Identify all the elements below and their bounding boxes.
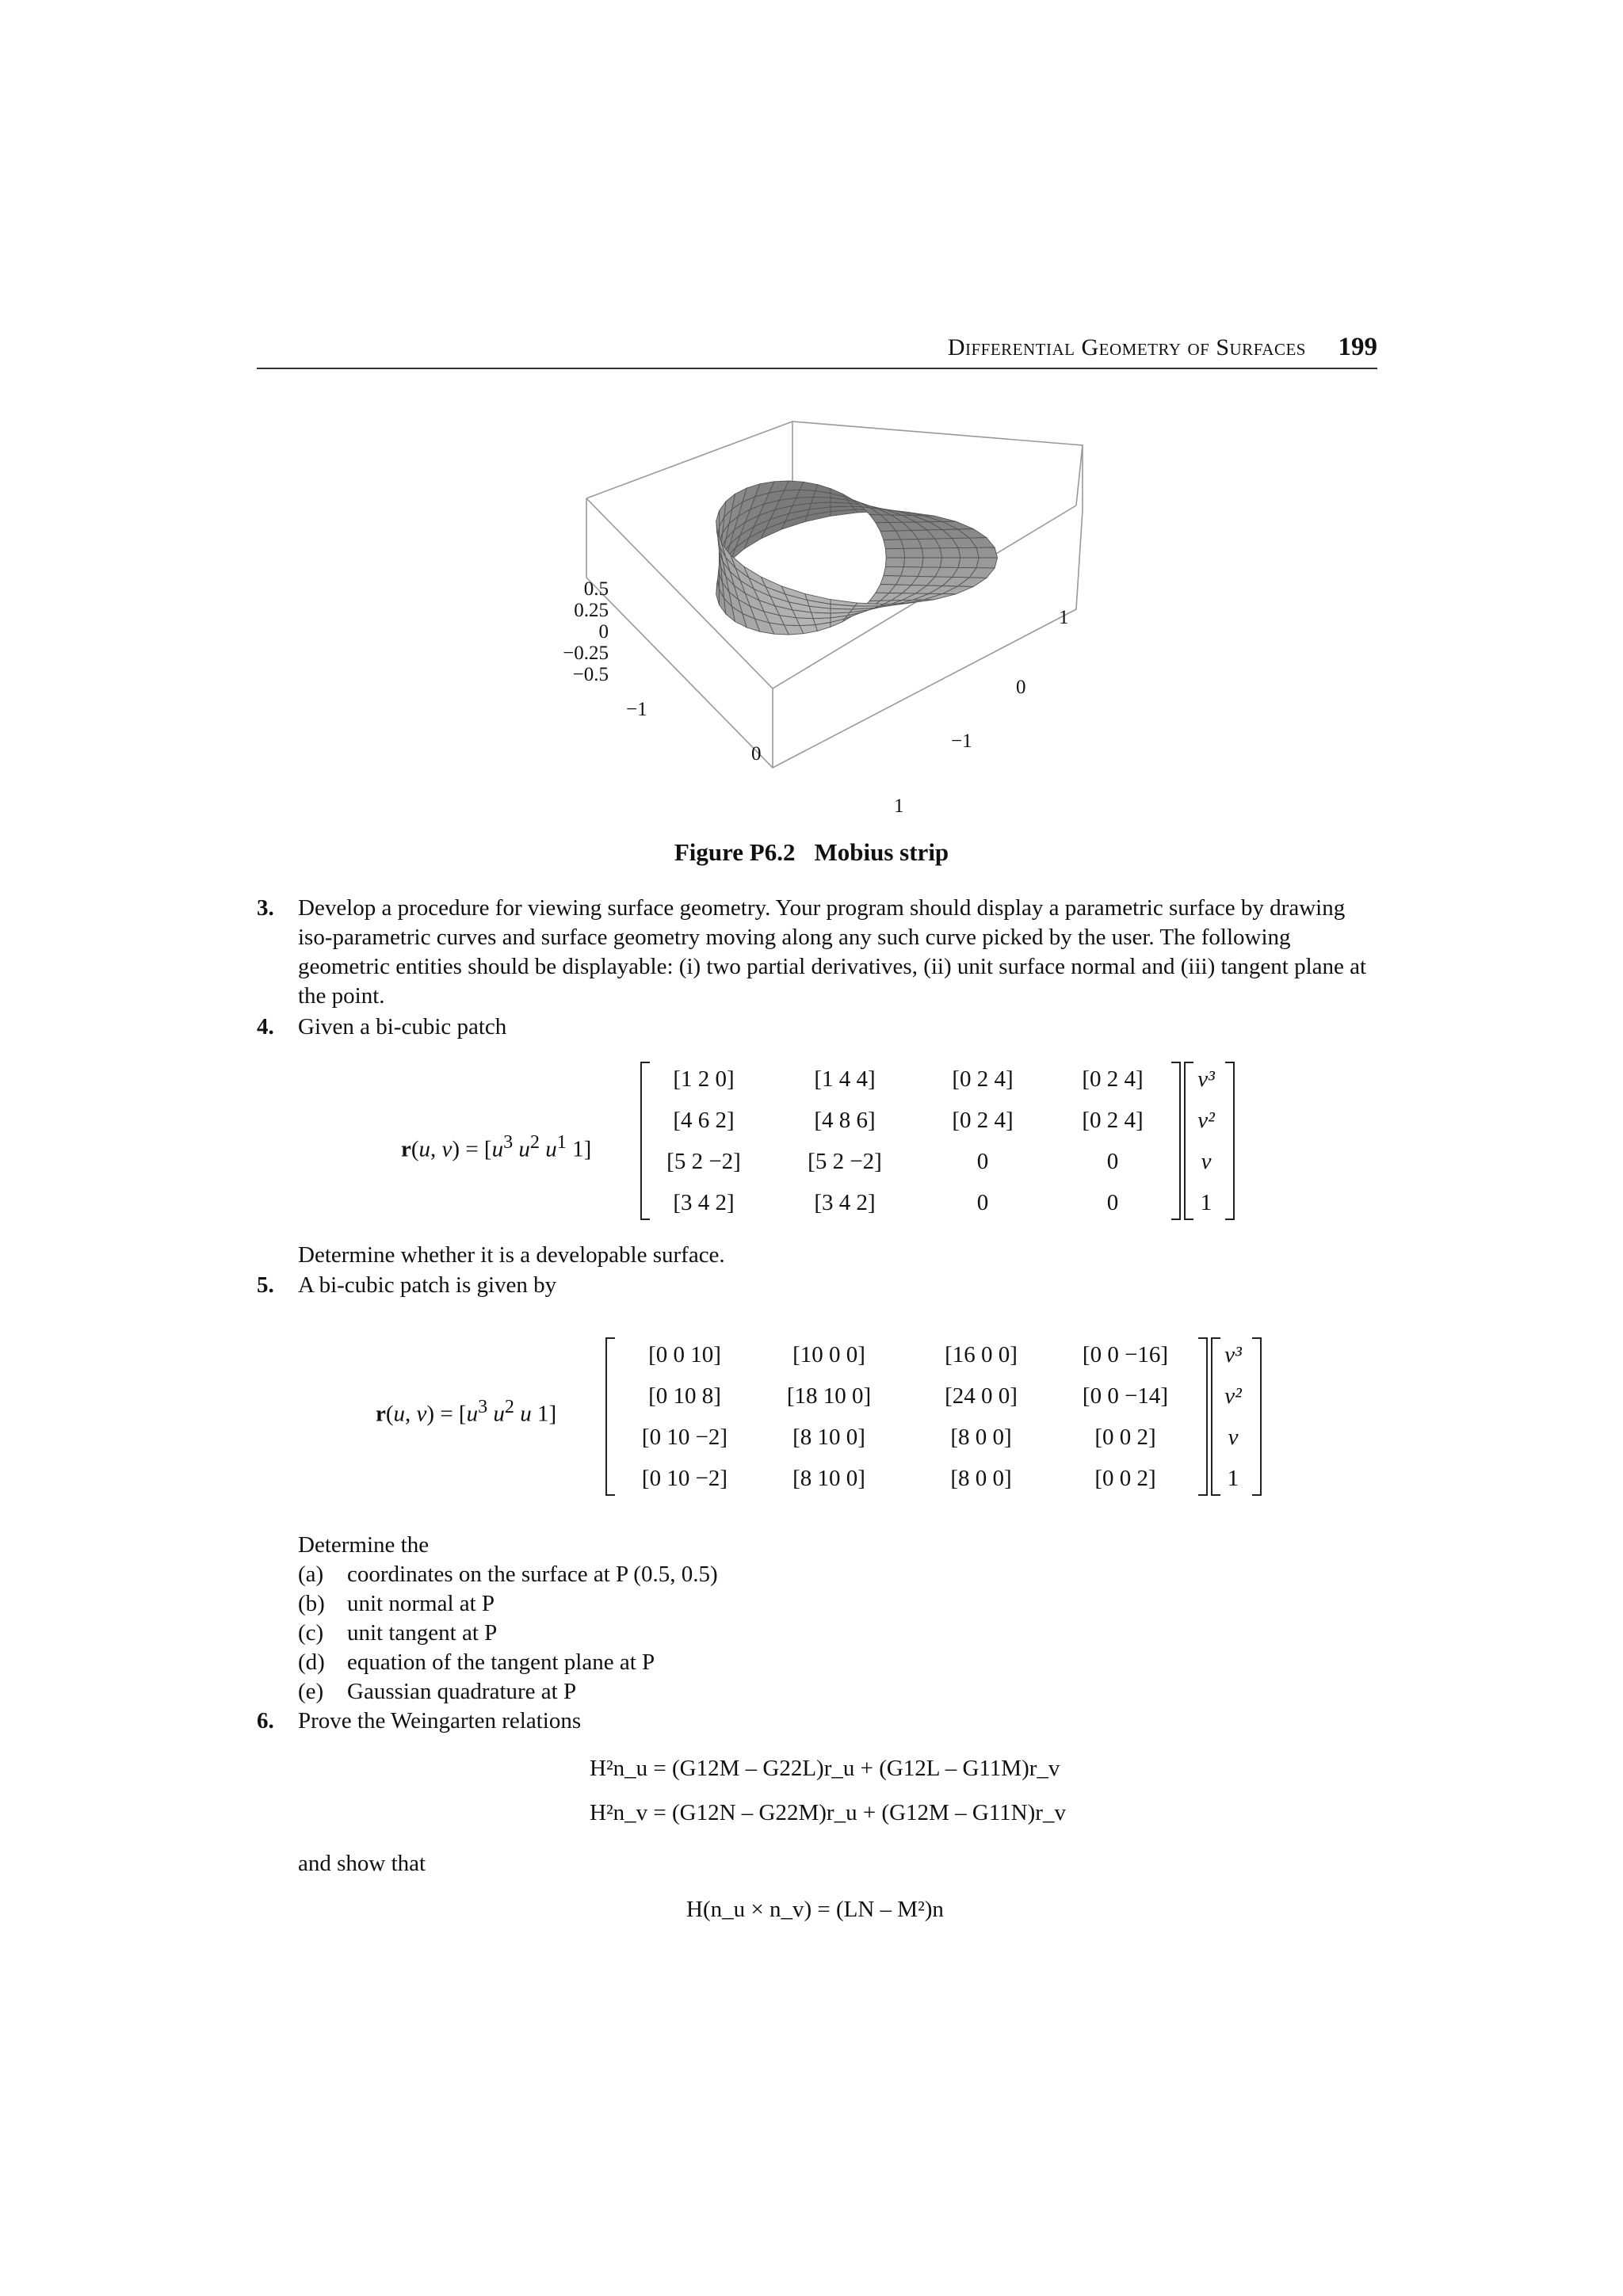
mobius-facet bbox=[796, 618, 815, 626]
matrix-cell: [8 0 0] bbox=[950, 1425, 1012, 1450]
mobius-facet bbox=[958, 558, 979, 568]
vector-entry: 1 bbox=[1200, 1190, 1212, 1215]
matrix-cell: [0 2 4] bbox=[952, 1108, 1014, 1133]
figure-caption bbox=[0, 838, 1623, 867]
mobius-strip-figure bbox=[563, 399, 1086, 827]
problem-intro: Prove the Weingarten relations bbox=[298, 1708, 582, 1733]
figure-caption-text: Mobius strip bbox=[814, 838, 949, 866]
matrix-cell: [0 10 −2] bbox=[641, 1425, 728, 1450]
plot-box bbox=[586, 421, 1083, 768]
part-d bbox=[298, 1648, 655, 1677]
x-tick: 0 bbox=[751, 743, 762, 765]
vector-entry: v bbox=[1201, 1149, 1212, 1174]
part-text: Gaussian quadrature at P bbox=[347, 1679, 577, 1704]
x-tick: −1 bbox=[626, 699, 647, 720]
vector-entry: v² bbox=[1197, 1108, 1215, 1133]
matrix-cell: [0 10 −2] bbox=[641, 1466, 728, 1491]
matrix-cell: [5 2 −2] bbox=[666, 1149, 741, 1174]
vector-right-bracket bbox=[1225, 1062, 1235, 1220]
part-label: (c) bbox=[298, 1620, 324, 1646]
matrix-cell: 0 bbox=[976, 1190, 989, 1215]
z-axis-ticks bbox=[553, 578, 609, 685]
matrix-cell: [3 4 2] bbox=[673, 1190, 735, 1215]
part-c bbox=[298, 1619, 497, 1648]
matrix-cell: 0 bbox=[1106, 1190, 1119, 1215]
problem-number: 3. bbox=[257, 895, 274, 921]
matrix-right-bracket bbox=[1198, 1337, 1208, 1496]
mobius-facet bbox=[885, 558, 904, 567]
mobius-facet bbox=[976, 558, 997, 568]
mobius-facet bbox=[853, 606, 880, 609]
matrix-left-bracket bbox=[640, 1062, 650, 1220]
matrix-cell: [0 0 10] bbox=[648, 1342, 721, 1367]
y-tick: 1 bbox=[1059, 607, 1069, 628]
vector-left-bracket bbox=[1184, 1062, 1193, 1220]
matrix-cell: [18 10 0] bbox=[786, 1383, 872, 1409]
mobius-surface bbox=[716, 481, 998, 635]
problem-6 bbox=[257, 1707, 1382, 1736]
running-header bbox=[257, 331, 1377, 369]
mobius-facet bbox=[922, 548, 941, 558]
matrix-cell: [1 2 0] bbox=[673, 1066, 735, 1092]
weingarten-equation-2: H²n_v = (G12N – G22M)r_u + (G12M – G11N)r_v bbox=[590, 1800, 1066, 1825]
problem-intro: Given a bi-cubic patch bbox=[298, 1014, 507, 1039]
matrix-cell: [0 0 −16] bbox=[1082, 1342, 1169, 1367]
part-label: (d) bbox=[298, 1650, 325, 1675]
matrix-cell: [8 10 0] bbox=[792, 1425, 865, 1450]
matrix-left-bracket bbox=[605, 1337, 615, 1496]
vector-entry: v³ bbox=[1224, 1342, 1242, 1367]
y-tick: 0 bbox=[1016, 677, 1026, 698]
matrix-cell: [0 0 2] bbox=[1094, 1425, 1156, 1450]
matrix-cell: [24 0 0] bbox=[945, 1383, 1018, 1409]
matrix-cell: [4 6 2] bbox=[673, 1108, 735, 1133]
vector-entry: v bbox=[1228, 1425, 1239, 1450]
matrix-cell: [0 0 −14] bbox=[1082, 1383, 1169, 1409]
equation-lhs: r(u, $v) = [u^3$ $u^2$ $u^1$ 1] bbox=[401, 1131, 592, 1162]
mobius-facet bbox=[940, 558, 960, 567]
matrix-cell: [1 4 4] bbox=[814, 1066, 876, 1092]
mobius-strip-plot bbox=[579, 399, 1086, 827]
problem-number: 4. bbox=[257, 1014, 274, 1039]
mobius-facet bbox=[903, 548, 923, 558]
matrix-cell: [0 10 8] bbox=[648, 1383, 721, 1409]
z-tick: 0 bbox=[598, 621, 609, 643]
header-title: Differential Geometry of Surfaces bbox=[947, 334, 1306, 360]
problem-intro: A bi-cubic patch is given by bbox=[298, 1272, 557, 1298]
problem-4 bbox=[257, 1013, 1382, 1042]
matrix-cell: [0 2 4] bbox=[1082, 1066, 1144, 1092]
z-tick: −0.5 bbox=[572, 664, 609, 685]
weingarten-equation-1: H²n_u = (G12M – G22L)r_u + (G12L – G11M)r_v bbox=[590, 1756, 1060, 1781]
vector-entry: v² bbox=[1224, 1383, 1242, 1409]
part-label: (b) bbox=[298, 1591, 325, 1616]
matrix-cell: [8 10 0] bbox=[792, 1466, 865, 1491]
figure-number: Figure P6.2 bbox=[674, 838, 796, 866]
mobius-facet bbox=[958, 547, 979, 558]
matrix-cell: [8 0 0] bbox=[950, 1466, 1012, 1491]
vector-entry: v³ bbox=[1197, 1066, 1215, 1092]
mobius-facet bbox=[976, 547, 997, 558]
problem-question: Determine whether it is a developable surface. bbox=[298, 1242, 725, 1268]
mobius-facet bbox=[885, 548, 904, 558]
matrix-cell: [0 2 4] bbox=[952, 1066, 1014, 1092]
mobius-facet bbox=[884, 540, 903, 549]
z-tick: 0.5 bbox=[583, 578, 609, 600]
problem-5 bbox=[257, 1271, 1382, 1300]
equation-lhs: r(u, $v) = [u^3$ $u^2$ u 1] bbox=[376, 1396, 557, 1427]
vector-left-bracket bbox=[1211, 1337, 1220, 1496]
z-tick: −0.25 bbox=[563, 643, 609, 664]
mobius-facet bbox=[901, 540, 922, 549]
matrix-cell: [4 8 6] bbox=[814, 1108, 876, 1133]
x-tick: 1 bbox=[894, 795, 904, 817]
part-label: (e) bbox=[298, 1679, 324, 1704]
part-text: coordinates on the surface at P (0.5, 0.5) bbox=[347, 1562, 718, 1587]
matrix-cell: [3 4 2] bbox=[814, 1190, 876, 1215]
mobius-facet bbox=[903, 558, 923, 567]
matrix-cell: [0 2 4] bbox=[1082, 1108, 1144, 1133]
part-e bbox=[298, 1677, 576, 1707]
part-b bbox=[298, 1589, 495, 1619]
matrix-cell: [5 2 −2] bbox=[808, 1149, 882, 1174]
matrix-cell: [0 0 2] bbox=[1094, 1466, 1156, 1491]
problem-3 bbox=[257, 894, 1382, 1011]
part-a bbox=[298, 1560, 718, 1589]
mobius-facet bbox=[884, 566, 903, 576]
y-tick: −1 bbox=[951, 730, 972, 752]
problem-number: 6. bbox=[257, 1708, 274, 1733]
matrix-cell: 0 bbox=[1106, 1149, 1119, 1174]
mobius-facet bbox=[940, 548, 960, 558]
mobius-facet bbox=[922, 558, 941, 567]
problem-number: 5. bbox=[257, 1272, 274, 1298]
page-number: 199 bbox=[1338, 333, 1377, 361]
vector-entry: 1 bbox=[1227, 1466, 1239, 1491]
part-text: unit normal at P bbox=[347, 1591, 495, 1616]
mobius-facet bbox=[800, 625, 817, 634]
part-text: equation of the tangent plane at P bbox=[347, 1650, 655, 1675]
z-tick: 0.25 bbox=[574, 600, 609, 621]
matrix-cell: [16 0 0] bbox=[945, 1342, 1018, 1367]
normal-cross-equation: H(n_u × n_v) = (LN – M²)n bbox=[686, 1897, 944, 1922]
vector-right-bracket bbox=[1252, 1337, 1262, 1496]
part-label: (a) bbox=[298, 1562, 324, 1587]
matrix-cell: [10 0 0] bbox=[792, 1342, 865, 1367]
part-text: unit tangent at P bbox=[347, 1620, 498, 1646]
problem-determine: Determine the bbox=[298, 1532, 430, 1558]
and-show-text: and show that bbox=[298, 1851, 426, 1876]
matrix-cell: 0 bbox=[976, 1149, 989, 1174]
matrix-right-bracket bbox=[1171, 1062, 1181, 1220]
problem-text: Develop a procedure for viewing surface geometry. Your program should display a parametric surface by drawing iso-parametric curves and surface geometry moving along any such curve picked by the user. The following geometric entities should be displayable: (i) two partial derivatives, (ii) unit surface normal and (iii) tangent plane at the point. bbox=[298, 895, 1367, 1009]
